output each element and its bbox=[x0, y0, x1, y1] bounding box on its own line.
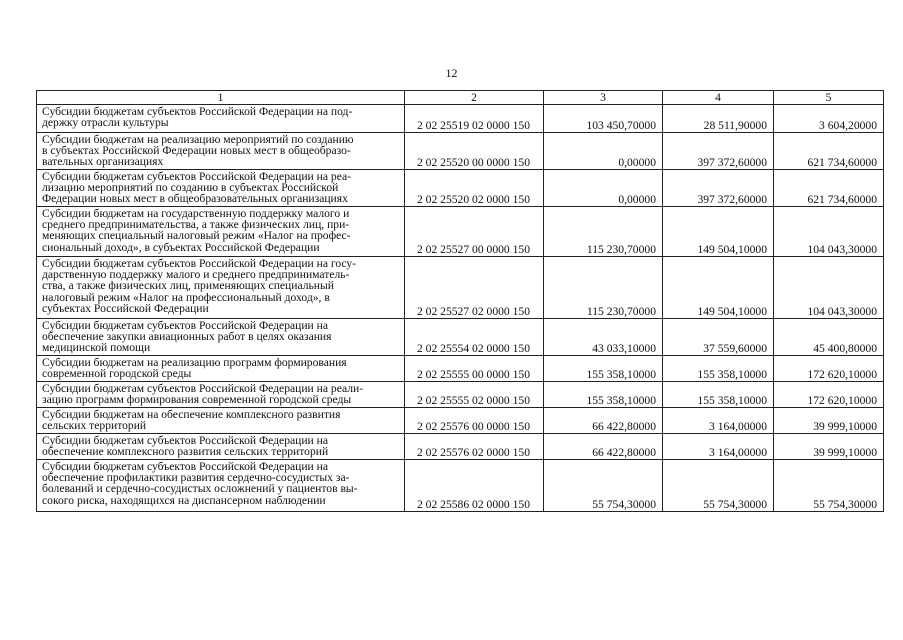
row-amount-col5: 172 620,10000 bbox=[774, 356, 884, 382]
description-line: сиональный доход», в субъектах Российской Федерации bbox=[42, 240, 320, 254]
row-amount-col4: 397 372,60000 bbox=[663, 170, 774, 207]
row-description bbox=[37, 105, 405, 133]
description-line: Субсидии бюджетам на государственную поддержку малого и bbox=[42, 207, 350, 220]
row-code: 2 02 25555 00 0000 150 bbox=[405, 356, 544, 382]
row-amount-col3: 0,00000 bbox=[544, 133, 663, 170]
description-line: меняющих специальный налоговый режим «Налог на профес- bbox=[42, 229, 351, 243]
row-amount-col3: 43 033,10000 bbox=[544, 319, 663, 356]
description-line: сельских территорий bbox=[42, 419, 147, 433]
row-code: 2 02 25520 00 0000 150 bbox=[405, 133, 544, 170]
row-amount-col4: 155 358,10000 bbox=[663, 382, 774, 408]
row-amount-col4: 397 372,60000 bbox=[663, 133, 774, 170]
header-row bbox=[37, 91, 884, 105]
description-line: сокого риска, находящихся на диспансерном наблюдении bbox=[42, 493, 326, 507]
row-amount-col5: 621 734,60000 bbox=[774, 133, 884, 170]
row-description bbox=[37, 356, 405, 382]
row-amount-col5: 39 999,10000 bbox=[774, 434, 884, 460]
row-amount-col3: 155 358,10000 bbox=[544, 356, 663, 382]
page-number: 12 bbox=[445, 66, 458, 80]
description-line: обеспечение комплексного развития сельских территорий bbox=[42, 445, 329, 459]
table-body bbox=[37, 105, 884, 512]
description-line: Субсидии бюджетам субъектов Российской Федерации на под- bbox=[42, 105, 353, 118]
header-col-5: 5 bbox=[774, 91, 884, 105]
row-amount-col5: 55 754,30000 bbox=[774, 460, 884, 512]
row-amount-col3: 155 358,10000 bbox=[544, 382, 663, 408]
row-code: 2 02 25576 00 0000 150 bbox=[405, 408, 544, 434]
header-col-4: 4 bbox=[663, 91, 774, 105]
description-line: медицинской помощи bbox=[42, 341, 151, 355]
row-amount-col3: 55 754,30000 bbox=[544, 460, 663, 512]
description-line: субъектах Российской Федерации bbox=[42, 301, 209, 315]
row-description bbox=[37, 434, 405, 460]
row-description bbox=[37, 170, 405, 207]
row-amount-col5: 621 734,60000 bbox=[774, 170, 884, 207]
table-row bbox=[37, 105, 884, 133]
row-description bbox=[37, 319, 405, 356]
row-amount-col5: 45 400,80000 bbox=[774, 319, 884, 356]
description-line: среднего предпринимательства, а также физических лиц, при- bbox=[42, 218, 350, 232]
table-row bbox=[37, 207, 884, 257]
table-row bbox=[37, 170, 884, 207]
description-line: держку отрасли культуры bbox=[42, 116, 169, 130]
table-row bbox=[37, 356, 884, 382]
row-amount-col4: 3 164,00000 bbox=[663, 408, 774, 434]
description-line: дарственную поддержку малого и среднего предприниматель- bbox=[42, 268, 350, 282]
description-line: Субсидии бюджетам на реализацию программ формирования bbox=[42, 356, 347, 369]
row-amount-col4: 55 754,30000 bbox=[663, 460, 774, 512]
row-description bbox=[37, 382, 405, 408]
row-amount-col5: 39 999,10000 bbox=[774, 408, 884, 434]
row-code: 2 02 25554 02 0000 150 bbox=[405, 319, 544, 356]
table-row bbox=[37, 319, 884, 356]
row-description bbox=[37, 133, 405, 170]
description-line: Субсидии бюджетам субъектов Российской Федерации на госу- bbox=[42, 257, 357, 270]
description-line: лизацию мероприятий по созданию в субъектах Российской bbox=[42, 181, 339, 195]
row-amount-col3: 115 230,70000 bbox=[544, 257, 663, 319]
header-col-2: 2 bbox=[405, 91, 544, 105]
description-line: Субсидии бюджетам на реализацию мероприятий по созданию bbox=[42, 133, 354, 146]
row-code: 2 02 25527 00 0000 150 bbox=[405, 207, 544, 257]
description-line: вательных организациях bbox=[42, 155, 164, 169]
table-row bbox=[37, 382, 884, 408]
description-line: Субсидии бюджетам субъектов Российской Федерации на bbox=[42, 319, 328, 332]
description-line: современной городской среды bbox=[42, 367, 192, 381]
row-amount-col5: 104 043,30000 bbox=[774, 257, 884, 319]
row-amount-col4: 155 358,10000 bbox=[663, 356, 774, 382]
description-line: Субсидии бюджетам субъектов Российской Федерации на bbox=[42, 434, 328, 447]
description-line: Субсидии бюджетам на обеспечение комплексного развития bbox=[42, 408, 341, 421]
description-line: налоговый режим «Налог на профессиональный доход», в bbox=[42, 290, 330, 304]
row-code: 2 02 25586 02 0000 150 bbox=[405, 460, 544, 512]
row-amount-col5: 104 043,30000 bbox=[774, 207, 884, 257]
budget-table bbox=[36, 90, 884, 512]
header-col-1: 1 bbox=[37, 91, 405, 105]
description-line: болеваний и сердечно-сосудистых осложнений у пациентов вы- bbox=[42, 482, 358, 496]
table-row bbox=[37, 133, 884, 170]
header-col-3: 3 bbox=[544, 91, 663, 105]
description-line: Субсидии бюджетам субъектов Российской Федерации на реали- bbox=[42, 382, 364, 395]
description-line: Субсидии бюджетам субъектов Российской Федерации на реа- bbox=[42, 170, 351, 183]
row-amount-col4: 149 504,10000 bbox=[663, 257, 774, 319]
row-description bbox=[37, 257, 405, 319]
table-row bbox=[37, 408, 884, 434]
row-amount-col3: 66 422,80000 bbox=[544, 408, 663, 434]
description-line: в субъектах Российской Федерации новых мест в общеобразо- bbox=[42, 144, 351, 158]
description-line: обеспечение закупки авиационных работ в целях оказания bbox=[42, 330, 332, 344]
row-amount-col3: 103 450,70000 bbox=[544, 105, 663, 133]
row-description bbox=[37, 408, 405, 434]
table-row bbox=[37, 460, 884, 512]
description-line: Федерации новых мест в общеобразовательных организациях bbox=[42, 192, 348, 206]
row-amount-col4: 37 559,60000 bbox=[663, 319, 774, 356]
row-amount-col5: 3 604,20000 bbox=[774, 105, 884, 133]
table-row bbox=[37, 257, 884, 319]
description-line: Субсидии бюджетам субъектов Российской Федерации на bbox=[42, 460, 328, 473]
table-row bbox=[37, 434, 884, 460]
row-code: 2 02 25555 02 0000 150 bbox=[405, 382, 544, 408]
row-amount-col5: 172 620,10000 bbox=[774, 382, 884, 408]
row-amount-col3: 0,00000 bbox=[544, 170, 663, 207]
row-amount-col3: 115 230,70000 bbox=[544, 207, 663, 257]
row-amount-col4: 149 504,10000 bbox=[663, 207, 774, 257]
description-line: ства, а также физических лиц, применяющих специальный bbox=[42, 279, 334, 293]
description-line: зацию программ формирования современной городской среды bbox=[42, 393, 352, 407]
row-amount-col3: 66 422,80000 bbox=[544, 434, 663, 460]
row-description bbox=[37, 207, 405, 257]
row-code: 2 02 25527 02 0000 150 bbox=[405, 257, 544, 319]
description-line: обеспечение профилактики развития сердечно-сосудистых за- bbox=[42, 471, 350, 485]
row-code: 2 02 25519 02 0000 150 bbox=[405, 105, 544, 133]
row-amount-col4: 3 164,00000 bbox=[663, 434, 774, 460]
row-code: 2 02 25520 02 0000 150 bbox=[405, 170, 544, 207]
row-amount-col4: 28 511,90000 bbox=[663, 105, 774, 133]
row-description bbox=[37, 460, 405, 512]
row-code: 2 02 25576 02 0000 150 bbox=[405, 434, 544, 460]
